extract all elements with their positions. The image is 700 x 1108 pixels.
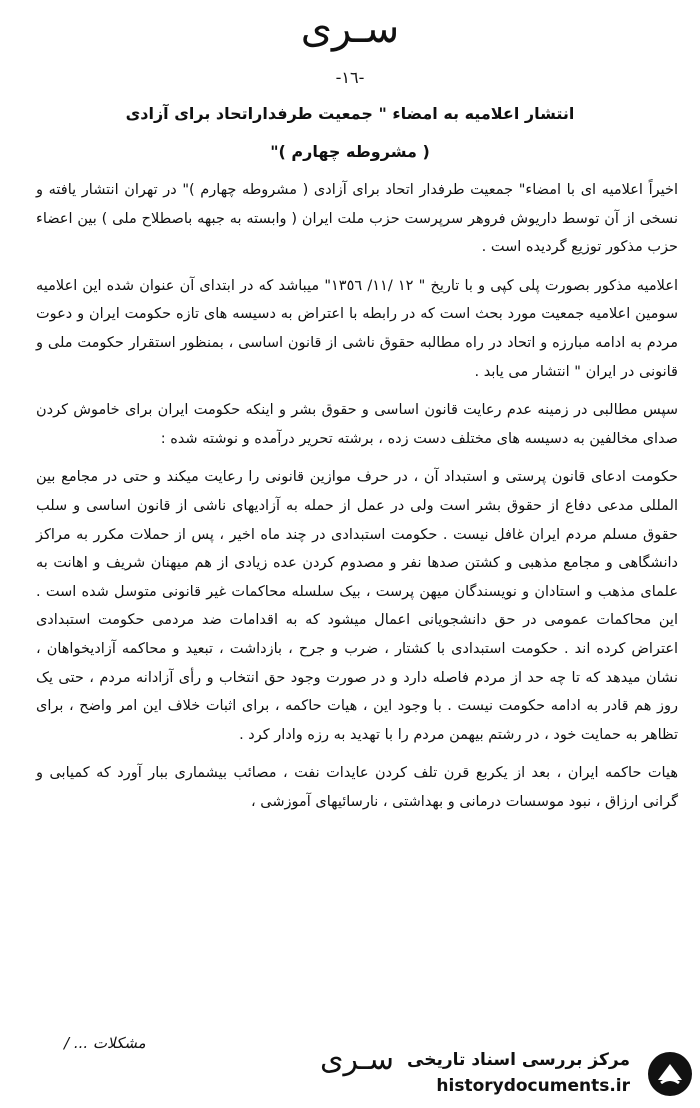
- page-number: -١٦-: [335, 68, 365, 87]
- paragraph: اعلامیه مذکور بصورت پلی کپی و با تاریخ " ١٢ /١١/ ١٣٥٦" میباشد که در ابتدای آن عنوان شده این اعلامیه سومین اعلامیه جمعیت مورد بحث است که در رابطه با اعتراض به دسیسه های تازه حکومت ایران و دعوت مردم به ادامه مبارزه و اتحاد در راه مطالبه حقوق ناشی از قانون اساسی ، بمنظور استقرار حکومت ملی و قانونی در ایران " انتشار می یابد .: [36, 277, 678, 380]
- paragraph: سپس مطالبی در زمینه عدم رعایت قانون اساسی و حقوق بشر و اینکه حکومت ایران برای خاموش کردن صدای مخالفین به دسیسه های مختلف دست زده ، برشته تحریر درآمده و نوشته شده :: [36, 402, 678, 447]
- classification-footer: سـرى: [320, 1042, 394, 1077]
- watermark-url: historydocuments.ir: [436, 1076, 630, 1096]
- document-body: [36, 176, 678, 826]
- archive-watermark: [330, 1044, 630, 1100]
- watermark-name: مرکز بررسی اسناد تاریخی: [407, 1050, 630, 1070]
- classification-header: سـرى: [300, 6, 400, 52]
- book-seal-icon: [646, 1050, 694, 1098]
- paragraph: اخیراً اعلامیه ای با امضاء" جمعیت طرفدار اتحاد برای آزادی ( مشروطه چهارم )" در تهران انتشار یافته و نسخی از آن توسط داریوش فروهر سرپرست حزب ملت ایران ( وابسته به جبهه باصطلاح ملی ) بین اعضاء حزب مذکور توزیع گردیده است .: [36, 182, 678, 256]
- document-subtitle: ( مشروطه چهارم )": [270, 142, 430, 161]
- document-title: انتشار اعلامیه به امضاء " جمعیت طرفداراتحاد برای آزادی: [125, 104, 575, 123]
- paragraph: حکومت ادعای قانون پرستی و استبداد آن ، در حرف موازین قانونی را رعایت میکند و حتی در مجامع بین المللی مدعی دفاع از حقوق بشر است ولی در عمل از حمله به آزادیهای ناشی از قانون اساسی و سلب حقوق مسلم مردم ایران غافل نیست . حکومت استبدادی در چند ماه اخیر ، پس از حملات مکرر به مراکز دانشگاهی و مجامع مذهبی و کشتن صدها نفر و مصدوم کردن عده زیادی از هم میهنان شریف و اهانت به علمای مذهب و استادان و نویسندگان میهن پرست ، بیک سلسله محاکمات غیر قانونی متوسل شده است . این محاکمات عمومی در حق دانشجویانی اعمال میشود که به اقدامات ضد مردمی حکومت استبدادی اعتراض کرده اند . حکومت استبدادی با کشتار ، ضرب و جرح ، بازداشت ، تبعید و محاکمه آزادیخواهان ، نشان میدهد که تا چه حد از مردم فاصله دارد و در صورت وجود حق انتخاب و رأی آزادانه مردم ، حتی یک روز هم قادر به ادامه حکومت نیست . با وجود این ، هیات حاکمه ، برای اثبات خلاف این امر واضح ، برای تظاهر به حمایت خود ، در رشتم بیهمن مردم را با تهدید به رزه وادار کرد .: [36, 469, 678, 743]
- continuation-note: مشکلات ... /: [64, 1034, 146, 1052]
- paragraph: هیات حاکمه ایران ، بعد از یکربع قرن تلف کردن عایدات نفت ، مصائب بیشماری ببار آورد که کمیابی و گرانی ارزاق ، نبود موسسات درمانی و بهداشتی ، نارسائیهای آموزشی ،: [36, 765, 678, 810]
